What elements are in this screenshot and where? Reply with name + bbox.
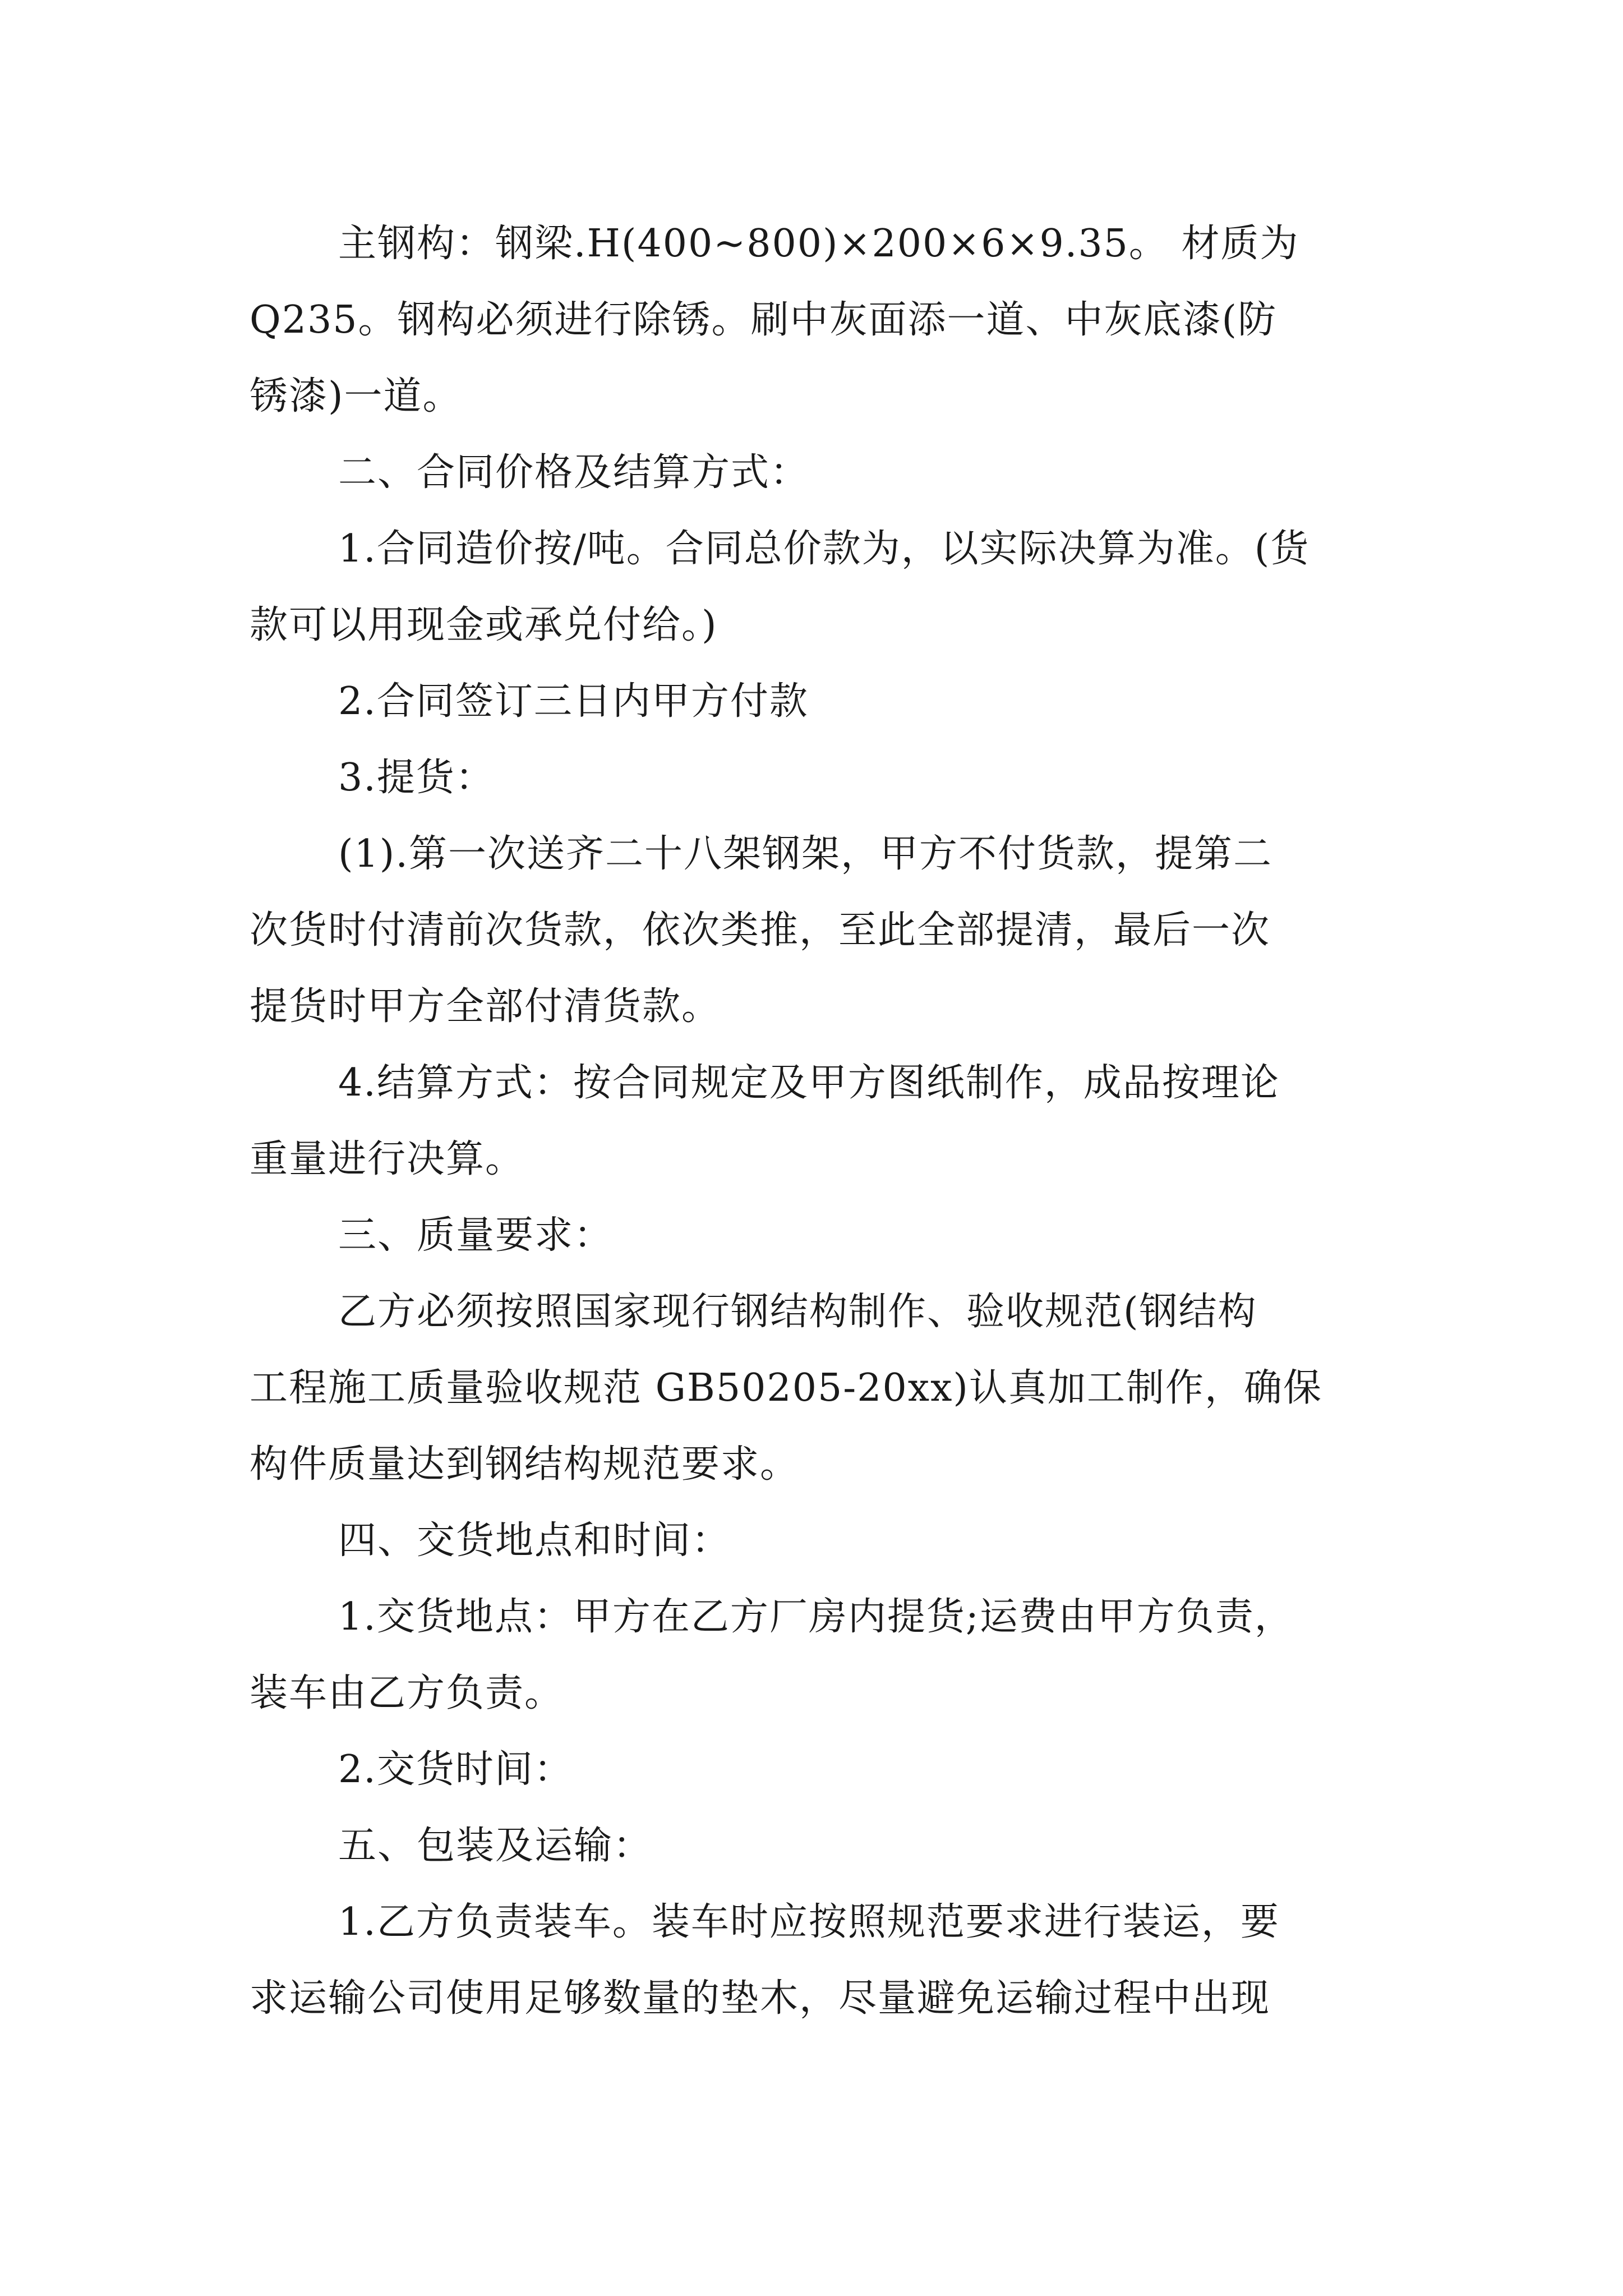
text-line: 款可以用现金或承兑付给。) xyxy=(250,603,718,647)
text-line: 次货时付清前次货款，依次类推，至此全部提清，最后一次 xyxy=(250,908,1271,953)
text-line: Q235。钢构必须进行除锈。刷中灰面添一道、中灰底漆(防 xyxy=(250,298,1278,342)
text-line: 工程施工质量验收规范 GB50205-20xx)认真加工制作，确保 xyxy=(250,1366,1322,1410)
text-line: 乙方必须按照国家现行钢结构制作、验收规范(钢结构 xyxy=(338,1290,1257,1334)
text-line: 提货时甲方全部付清货款。 xyxy=(250,984,721,1029)
text-line: 2.合同签订三日内甲方付款 xyxy=(338,679,809,724)
text-line: (1).第一次送齐二十八架钢架，甲方不付货款，提第二 xyxy=(338,832,1272,876)
text-line: 2.交货时间： xyxy=(338,1747,573,1792)
text-line: 主钢构：钢梁.H(400~800)×200×6×9.35。 材质为 xyxy=(338,222,1299,266)
section-heading: 三、质量要求： xyxy=(338,1213,614,1258)
section-heading: 五、包装及运输： xyxy=(338,1824,653,1868)
section-heading: 二、合同价格及结算方式： xyxy=(338,450,810,495)
section-heading: 四、交货地点和时间： xyxy=(338,1519,731,1563)
text-line: 1.乙方负责装车。装车时应按照规范要求进行装运，要 xyxy=(338,1900,1280,1944)
text-line: 1.合同造价按/吨。合同总价款为，以实际决算为准。(货 xyxy=(338,527,1310,571)
text-line: 4.结算方式：按合同规定及甲方图纸制作，成品按理论 xyxy=(338,1061,1280,1105)
text-line: 求运输公司使用足够数量的垫木，尽量避免运输过程中出现 xyxy=(250,1976,1271,2021)
text-line: 重量进行决算。 xyxy=(250,1137,525,1181)
text-line: 装车由乙方负责。 xyxy=(250,1671,564,1715)
text-line: 1.交货地点：甲方在乙方厂房内提货;运费由甲方负责， xyxy=(338,1595,1294,1639)
text-line: 构件质量达到钢结构规范要求。 xyxy=(250,1442,800,1487)
text-line: 锈漆)一道。 xyxy=(250,374,462,418)
text-line: 3.提货： xyxy=(338,756,495,800)
